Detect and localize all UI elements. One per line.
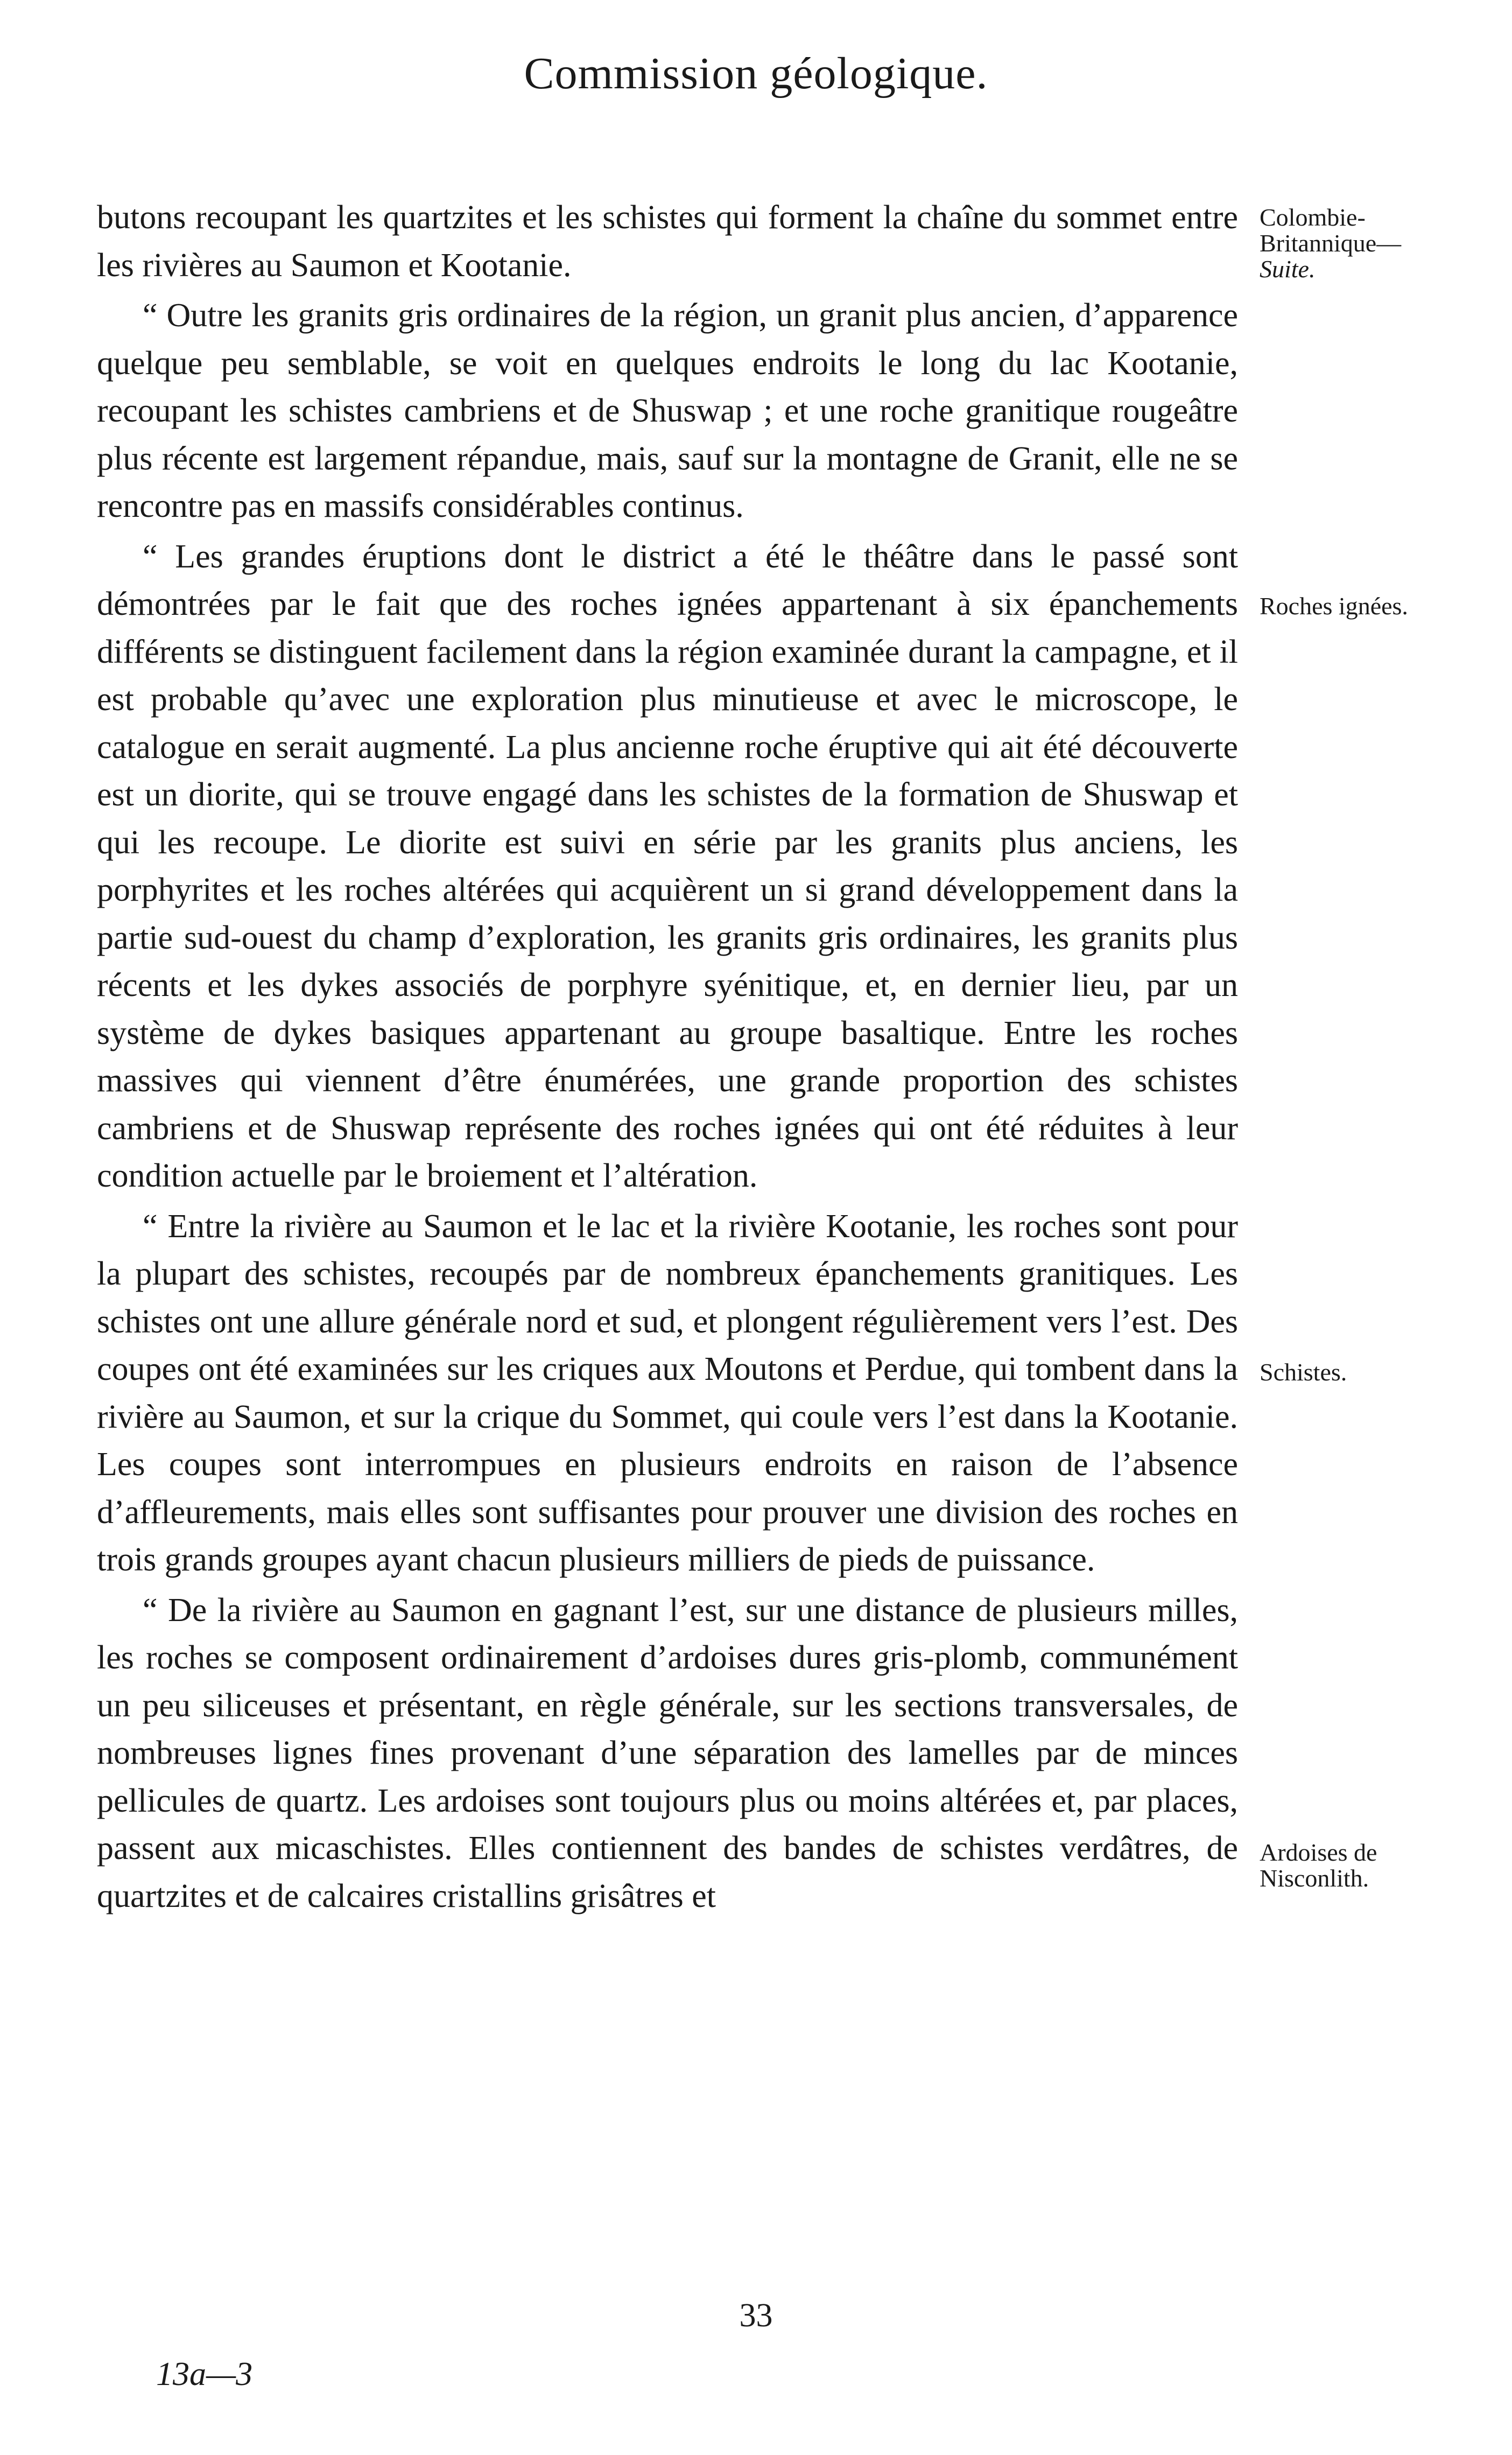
paragraph: butons recoupant les quartzites et les schistes qui forment la chaîne du sommet entre les rivières au Saumon et Kootanie. [97, 199, 1238, 284]
margin-note-schistes [1260, 1359, 1496, 1385]
margin-note-text: Roches ignées. [1260, 592, 1408, 620]
margin-note-ardoises [1260, 1840, 1496, 1891]
paragraph: “ De la rivière au Saumon en gagnant l’est, sur une distance de plusieurs milles, les roches se composent ordinairement d’ardoises dures gris-plomb, communément un peu siliceuses et présentant, en règle générale, sur les sections transversales, de nombreuses lignes fines provenant d’une séparation des lamelles par de minces pellicules de quartz. Les ardoises sont toujours plus ou moins altérées et, par places, passent aux micaschistes. Elles contiennent des bandes de schistes verdâtres, de quartzites et de calcaires cristallins grisâtres et [97, 1591, 1238, 1914]
margin-note-roches-ignees [1260, 593, 1496, 619]
margin-note-text: Ardoises de Nisconlith. [1260, 1839, 1377, 1892]
paragraph: “ Les grandes éruptions dont le district a été le théâtre dans le passé sont démontrées par le fait que des roches ignées appartenant à six épanchements différents se distinguent facilement dans la région examinée durant la campagne, et il est probable qu’avec une exploration plus minutieuse et avec le microscope, le catalogue en serait augmenté. La plus ancienne roche éruptive qui ait été découverte est un diorite, qui se trouve engagé dans les schistes de la formation de Shuswap et qui les recoupe. Le diorite est suivi en série par les granits plus anciens, les porphyrites et les roches altérées qui acquièrent un si grand développement dans la partie sud-ouest du champ d’exploration, les granits gris ordinaires, les granits plus récents et les dykes associés de porphyre syénitique, et, en dernier lieu, par un système de dykes basiques appartenant au groupe basaltique. Entre les roches massives qui viennent d’être énumérées, une grande proportion des schistes cambriens et de Shuswap représente des roches ignées qui ont été réduites à leur condition actuelle par le broiement et l’altération. [97, 538, 1238, 1194]
margin-note-suffix: Suite. [1260, 255, 1316, 283]
page-title: Commission géologique. [524, 48, 988, 99]
paragraph: “ Outre les granits gris ordinaires de la région, un granit plus ancien, d’apparence quelque peu semblable, se voit en quelques endroits le long du lac Kootanie, recoupant les schistes cambriens et de Shuswap ; et une roche granitique rougeâtre plus récente est largement répandue, mais, sauf sur la montagne de Granit, elle ne se rencontre pas en massifs considérables continus. [97, 297, 1238, 524]
margin-note-colombie [1260, 205, 1496, 282]
margin-note-text: Schistes. [1260, 1358, 1347, 1386]
margin-note-text: Colombie- Britannique— [1260, 204, 1402, 257]
body-text [97, 194, 1238, 1920]
signature-mark: 13a—3 [156, 2356, 253, 2393]
paragraph: “ Entre la rivière au Saumon et le lac et la rivière Kootanie, les roches sont pour la plupart des schistes, recoupés par de nombreux épanchements granitiques. Les schistes ont une allure générale nord et sud, et plongent régulièrement vers l’est. Des coupes ont été examinées sur les criques aux Moutons et Perdue, qui tombent dans la rivière au Saumon, et sur la crique du Sommet, qui coule vers l’est dans la Kootanie. Les coupes sont interrompues en plusieurs endroits en raison de l’absence d’affleurements, mais elles sont suffisantes pour prouver une division des roches en trois grands groupes ayant chacun plusieurs milliers de pieds de puissance. [97, 1208, 1238, 1578]
page-number: 33 [739, 2297, 773, 2334]
